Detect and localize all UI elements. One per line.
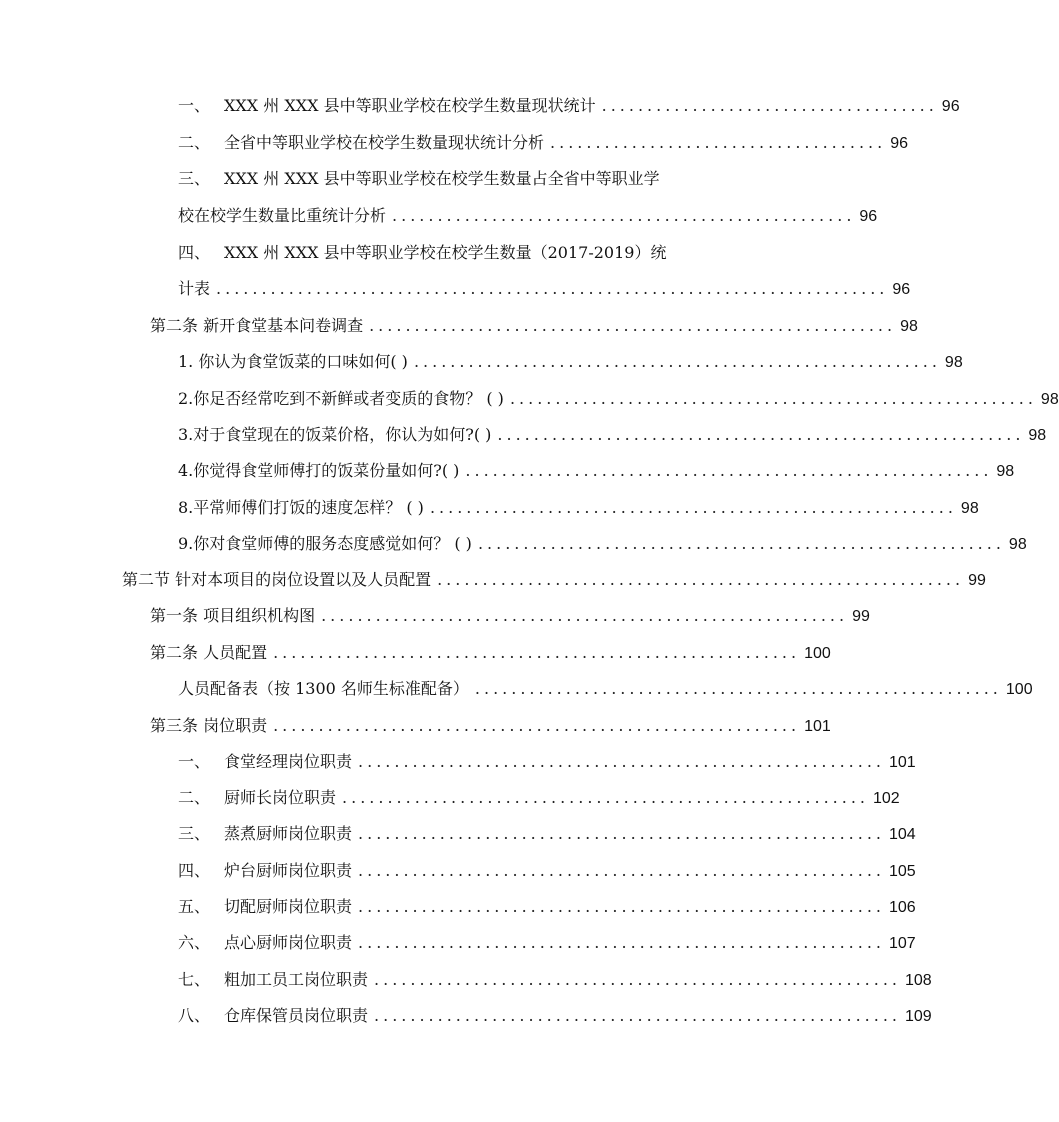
toc-entry[interactable] [178,133,908,154]
toc-entry-label: 人员配备表（按 1300 名师生标准配备） [178,679,469,698]
toc-page-number: 106 [889,899,916,916]
toc-page-number: 96 [859,208,878,225]
toc-page-number: 102 [873,790,900,807]
leader-dots: .......................................................... [497,425,1025,444]
leader-dots: .......................................................... [474,679,1002,698]
toc-page-number: 98 [944,354,963,371]
leader-dots: .......................................................... [465,461,993,480]
toc-page-number: 98 [900,318,918,335]
toc-entry[interactable] [150,643,831,664]
leader-dots: .......................................................... [358,933,885,952]
toc-entry[interactable] [178,1006,932,1027]
toc-entry[interactable] [178,96,960,117]
leader-dots: .......................................................... [358,897,885,916]
toc-entry-label: 8.平常师傅们打饭的速度怎样？ ( ) [178,498,424,517]
toc-entry-label: 9.你对食堂师傅的服务态度感觉如何？ ( ) [178,534,472,553]
toc-page-number: 104 [889,826,916,843]
toc-entry-label[interactable]: 三、 XXX 州 XXX 县中等职业学校在校学生数量占全省中等职业学 [178,169,660,188]
toc-page-number: 99 [852,608,870,625]
leader-dots: .......................................................... [358,752,885,771]
leader-dots: .......................................................... [509,389,1037,408]
toc-page-number: 107 [889,935,916,952]
leader-dots: .......................................................... [273,643,801,662]
toc-entry[interactable] [178,970,932,991]
toc-entry[interactable] [178,206,878,227]
leader-dots: .......................................................... [437,570,965,589]
toc-entry-label: 计表 [178,279,211,298]
toc-page-number: 100 [804,645,831,662]
toc-entry-label[interactable]: 四、 XXX 州 XXX 县中等职业学校在校学生数量（2017-2019）统 [178,243,667,262]
toc-entry[interactable] [178,461,1015,482]
toc-entry-label: 四、 炉台厨师岗位职责 [178,861,353,880]
toc-entry[interactable] [178,425,1047,446]
toc-entry-label: 1. 你认为食堂饭菜的口味如何( ) [178,352,408,371]
toc-page-number: 96 [892,281,911,298]
toc-entry-label: 校在校学生数量比重统计分析 [178,206,387,225]
toc-entry[interactable] [122,570,986,591]
toc-entry-label: 4.你觉得食堂师傅打的饭菜份量如何?( ) [178,461,460,480]
leader-dots: .......................................................... [321,606,849,625]
toc-page-number: 96 [941,98,960,115]
leader-dots: ..................................... [550,133,887,152]
toc-entry[interactable] [178,788,900,809]
toc-entry[interactable] [178,933,916,954]
toc-entry[interactable] [178,389,1059,410]
toc-entry[interactable] [178,279,911,300]
leader-dots: .......................................................................... [216,279,889,298]
toc-entry-label: 第二条 人员配置 [150,643,268,662]
toc-entry-label: 二、 厨师长岗位职责 [178,788,337,807]
toc-entry-label: 第二节 针对本项目的岗位设置以及人员配置 [122,570,432,589]
toc-entry-label: 六、 点心厨师岗位职责 [178,933,353,952]
toc-page-number: 108 [905,972,932,989]
toc-entry-label: 五、 切配厨师岗位职责 [178,897,353,916]
toc-entry[interactable] [178,897,916,918]
toc-entry-label: 三、 蒸煮厨师岗位职责 [178,824,353,843]
toc-page-number: 98 [1040,391,1059,408]
toc-entry[interactable] [150,316,918,337]
toc-entry[interactable] [178,352,963,373]
toc-page-number: 98 [960,500,979,517]
toc-entry-label: 一、 食堂经理岗位职责 [178,752,353,771]
toc-page-number: 105 [889,863,916,880]
toc-entry-label: 七、 粗加工员工岗位职责 [178,970,369,989]
toc-page-number: 98 [1008,536,1027,553]
leader-dots: .......................................................... [358,824,885,843]
leader-dots: .......................................................... [273,716,801,735]
toc-entry[interactable] [178,861,916,882]
toc-entry-label: 第一条 项目组织机构图 [150,606,316,625]
toc-entry-label: 一、 XXX 州 XXX 县中等职业学校在校学生数量现状统计 [178,96,596,115]
leader-dots: ................................................... [392,206,856,225]
toc-entry[interactable] [178,498,979,519]
toc-entry-label: 二、 全省中等职业学校在校学生数量现状统计分析 [178,133,545,152]
leader-dots: .......................................................... [369,316,897,335]
leader-dots: .......................................................... [477,534,1005,553]
toc-page-number: 99 [968,572,986,589]
toc-page-number: 109 [905,1008,932,1025]
toc-entry[interactable] [178,679,1033,700]
toc-entry-label: 3.对于食堂现在的饭菜价格，你认为如何?( ) [178,425,492,444]
toc-page-number: 98 [1028,427,1047,444]
leader-dots: .......................................................... [429,498,957,517]
toc-entry[interactable] [150,606,870,627]
leader-dots: .......................................................... [358,861,885,880]
toc-page-number: 96 [890,135,908,152]
leader-dots: .......................................................... [342,788,869,807]
toc-entry[interactable] [178,534,1027,555]
toc-entry-label: 第三条 岗位职责 [150,716,268,735]
leader-dots: .......................................................... [413,352,941,371]
leader-dots: .......................................................... [374,970,901,989]
toc-entry-label: 2.你足否经常吃到不新鲜或者变质的食物？ ( ) [178,389,504,408]
toc-page-number: 101 [804,718,831,735]
toc-page-number: 101 [889,754,916,771]
toc-entry[interactable] [178,824,916,845]
toc-entry[interactable] [150,716,831,737]
toc-entry-label: 八、 仓库保管员岗位职责 [178,1006,369,1025]
toc-entry-label: 第二条 新开食堂基本问卷调查 [150,316,364,335]
leader-dots: ..................................... [601,96,938,115]
toc-entry[interactable] [178,752,916,773]
leader-dots: .......................................................... [374,1006,901,1025]
toc-page-number: 98 [996,463,1015,480]
toc-page-number: 100 [1005,681,1033,698]
